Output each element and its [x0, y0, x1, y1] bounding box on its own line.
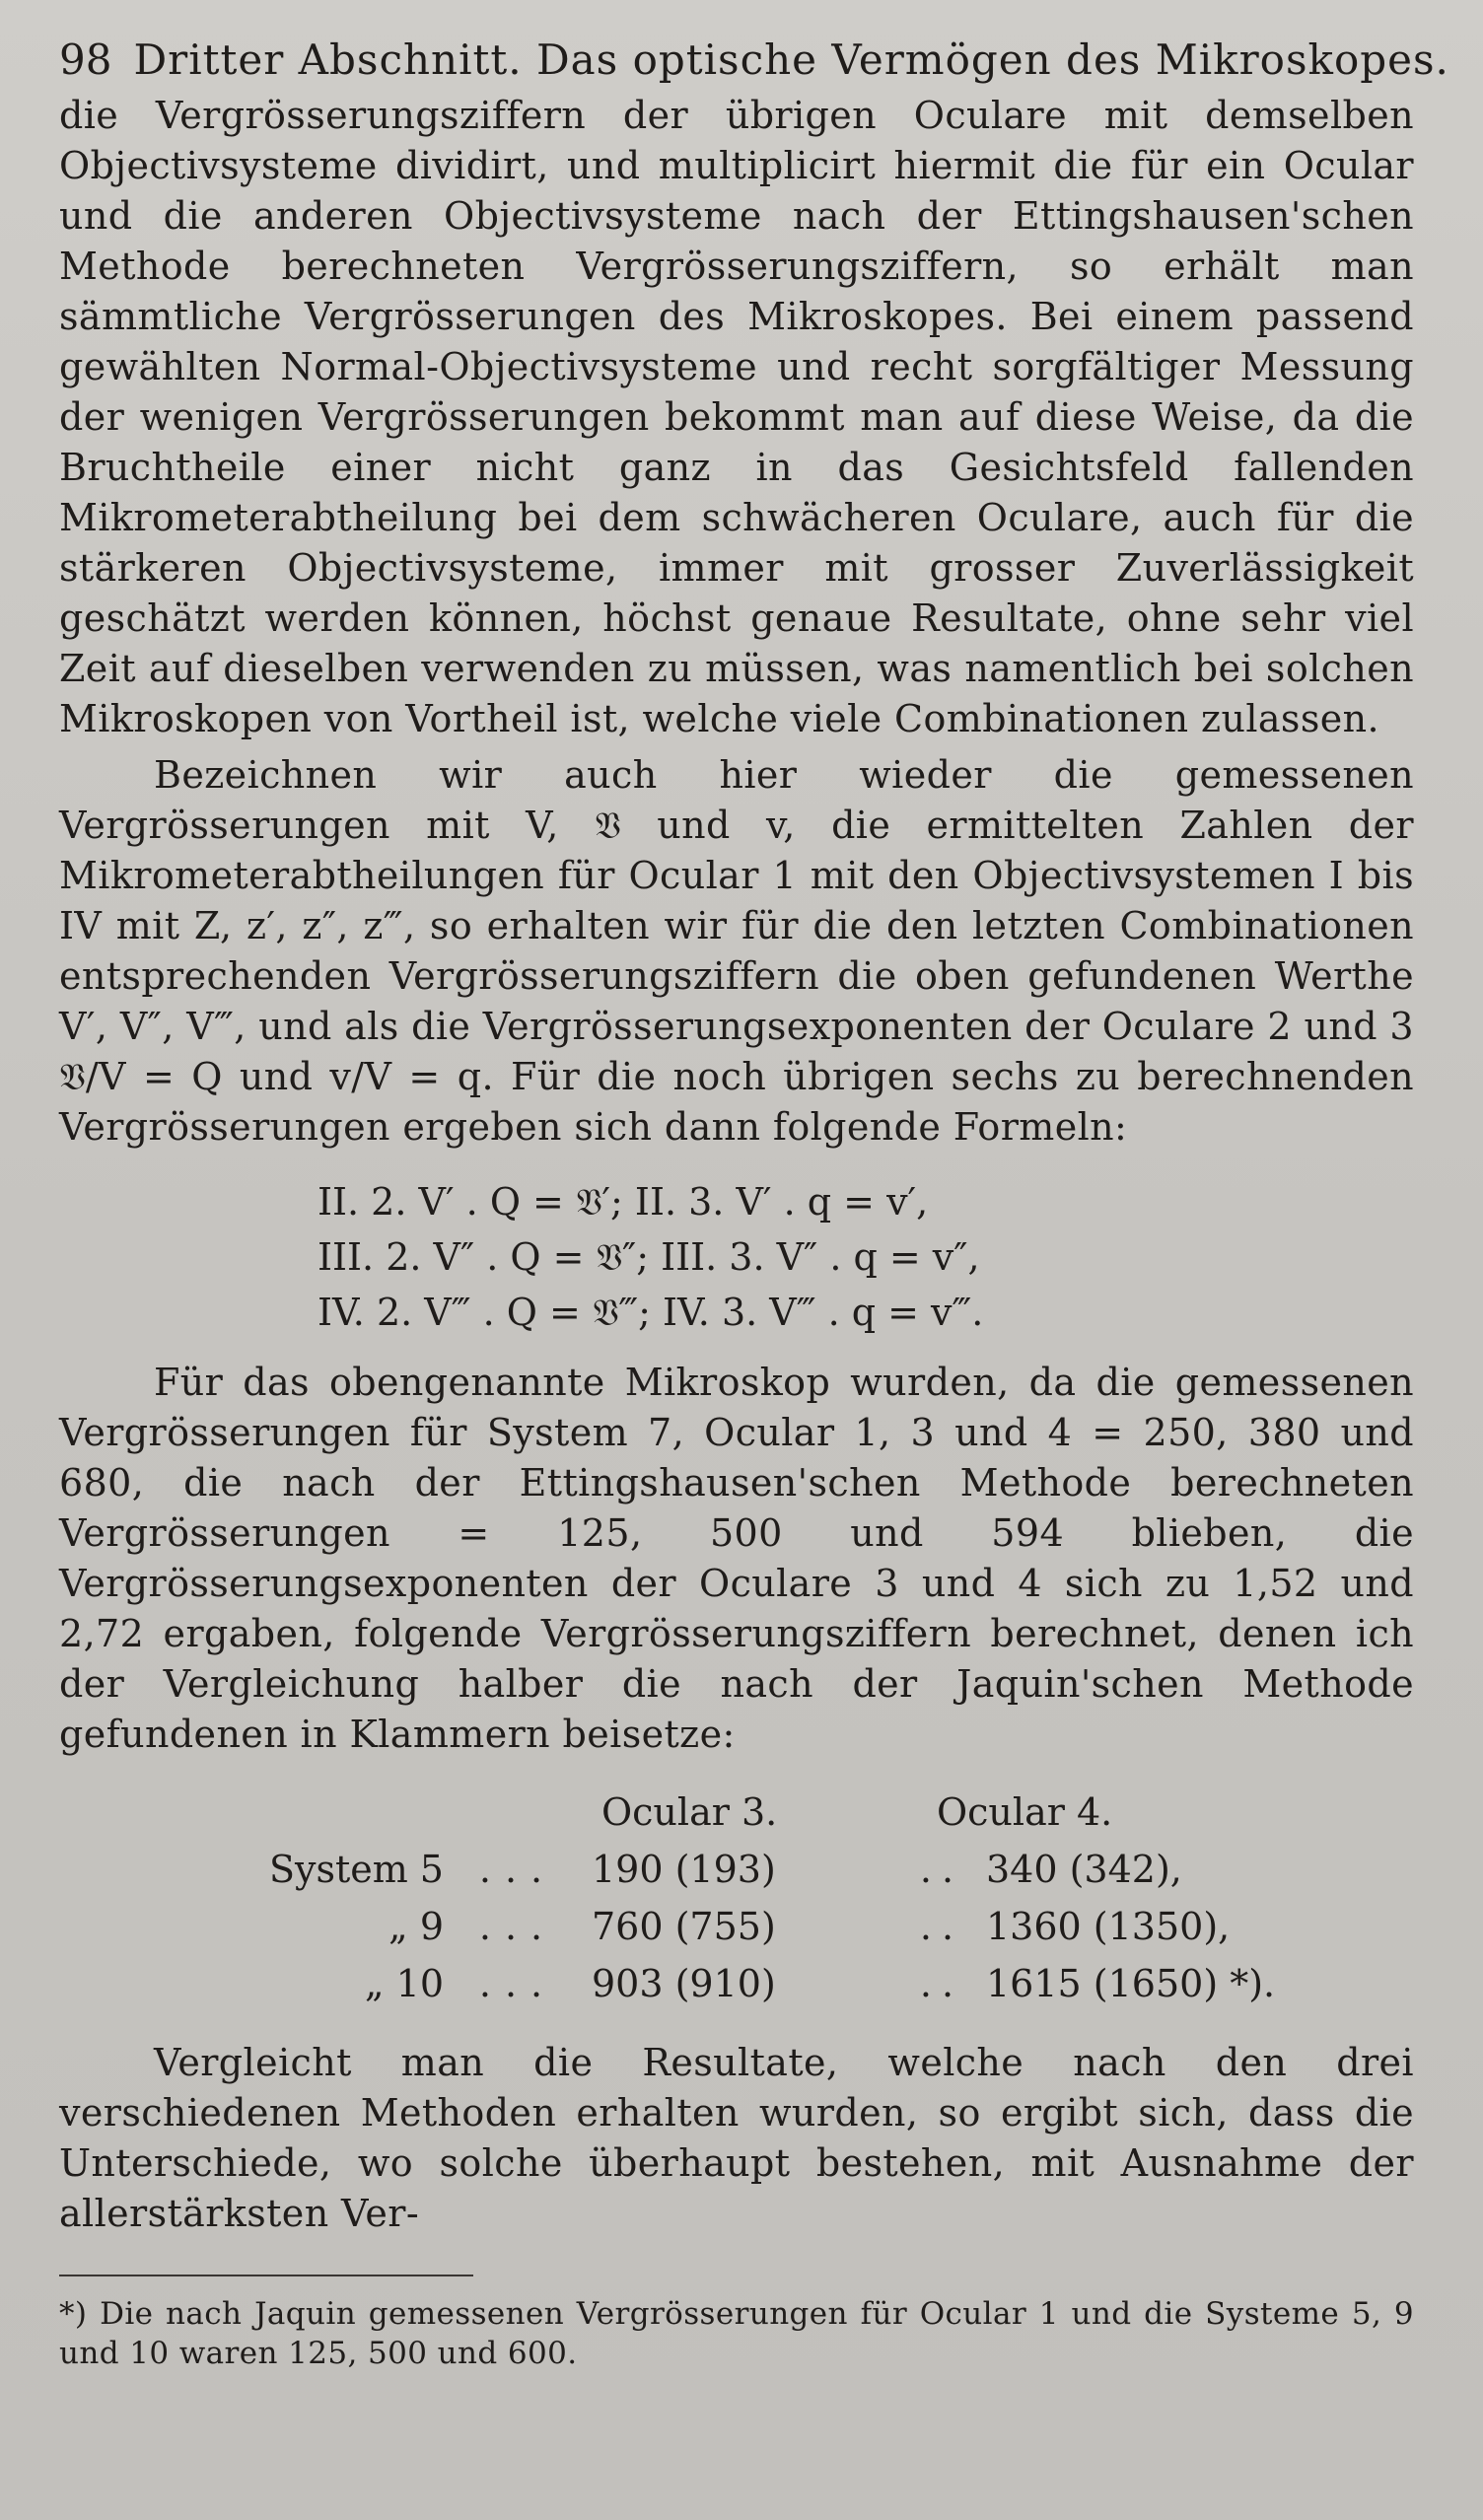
- table-row: [59, 1841, 1414, 1898]
- row-label: System 5: [268, 1848, 444, 1891]
- leader-dots: ..: [919, 1962, 964, 2005]
- leader-dots: ..: [919, 1848, 964, 1891]
- header-title: Dritter Abschnitt. Das optische Vermögen des Mikroskopes.: [133, 35, 1449, 84]
- page-number: 98: [59, 35, 112, 84]
- ocular-4-value: 1360 (1350),: [986, 1905, 1231, 1948]
- formula-block: [318, 1174, 1414, 1340]
- table-row: [59, 1955, 1414, 2012]
- formula-line-1: II. 2. V′ . Q = 𝔙′; II. 3. V′ . q = v′,: [318, 1180, 929, 1224]
- table-header: [59, 1784, 1414, 1841]
- ocular-4-value: 340 (342),: [986, 1848, 1182, 1891]
- row-label: „ 9: [388, 1905, 444, 1948]
- formula-line-2: III. 2. V″ . Q = 𝔙″; III. 3. V″ . q = v″,: [318, 1235, 980, 1279]
- paragraph-1: die Vergrösserungsziffern der übrigen Oculare mit demselben Objectivsysteme dividirt, und multiplicirt hiermit die für ein Ocular und die anderen Objectivsysteme nach der Ettingshausen'schen Methode berechneten Vergrösserungsziffern, so erhält man sämmtliche Vergrösserungen des Mikroskopes. Bei einem passend gewählten Normal-Objectivsysteme und recht sorgfältiger Messung der wenigen Vergrösserungen bekommt man auf diese Weise, da die Bruchtheile einer nicht ganz in das Gesichtsfeld fallenden Mikrometerabtheilung bei dem schwächeren Oculare, auch für die stärkeren Objectivsysteme, immer mit grosser Zuverlässigkeit geschätzt werden können, höchst genaue Resultate, ohne sehr viel Zeit auf dieselben verwenden zu müssen, was namentlich bei solchen Mikroskopen von Vortheil ist, welche viele Combinationen zulassen.: [59, 94, 1414, 740]
- leader-dots: ...: [478, 1905, 557, 1948]
- leader-dots: ...: [478, 1848, 557, 1891]
- footnote: *) Die nach Jaquin gemessenen Vergrösserungen für Ocular 1 und die Systeme 5, 9 und 10 waren 125, 500 und 600.: [59, 2296, 1414, 2371]
- magnification-table: [59, 1784, 1414, 2012]
- paragraph-3: Für das obengenannte Mikroskop wurden, da die gemessenen Vergrösserungen für System 7, Ocular 1, 3 und 4 = 250, 380 und 680, die nach der Ettingshausen'schen Methode berechneten Vergrösserungen = 125, 500 und 594 blieben, die Vergrösserungsexponenten der Oculare 3 und 4 sich zu 1,52 und 2,72 ergaben, folgende Vergrösserungsziffern berechnet, denen ich der Vergleichung halber die nach der Jaquin'schen Methode gefundenen in Klammern beisetze:: [59, 1361, 1414, 1756]
- ocular-3-value: 190 (193): [592, 1848, 776, 1891]
- paragraph-4: Vergleicht man die Resultate, welche nach den drei verschiedenen Methoden erhalten wurden, so ergibt sich, dass die Unterschiede, wo solche überhaupt bestehen, mit Ausnahme der allerstärksten Ver-: [59, 2041, 1414, 2235]
- footnote-divider: [59, 2275, 473, 2276]
- leader-dots: ..: [919, 1905, 964, 1948]
- header-ocular-3: Ocular 3.: [601, 1790, 778, 1834]
- ocular-4-value: 1615 (1650) *).: [986, 1962, 1276, 2005]
- paragraph-2: Bezeichnen wir auch hier wieder die gemessenen Vergrösserungen mit V, 𝔙 und v, die ermittelten Zahlen der Mikrometerabtheilungen für Ocular 1 mit den Objectivsystemen I bis IV mit Z, z′, z″, z‴, so erhalten wir für die den letzten Combinationen entsprechenden Vergrösserungsziffern die oben gefundenen Werthe V′, V″, V‴, und als die Vergrösserungsexponenten der Oculare 2 und 3 𝔙/V = Q und v/V = q. Für die noch übrigen sechs zu berechnenden Vergrösserungen ergeben sich dann folgende Formeln:: [59, 753, 1414, 1149]
- running-header: [59, 30, 1449, 91]
- table-row: [59, 1898, 1414, 1955]
- header-ocular-4: Ocular 4.: [937, 1790, 1113, 1834]
- ocular-3-value: 760 (755): [592, 1905, 776, 1948]
- row-label: „ 10: [364, 1962, 444, 2005]
- leader-dots: ...: [478, 1962, 557, 2005]
- formula-line-3: IV. 2. V‴ . Q = 𝔙‴; IV. 3. V‴ . q = v‴.: [318, 1291, 984, 1334]
- ocular-3-value: 903 (910): [592, 1962, 776, 2005]
